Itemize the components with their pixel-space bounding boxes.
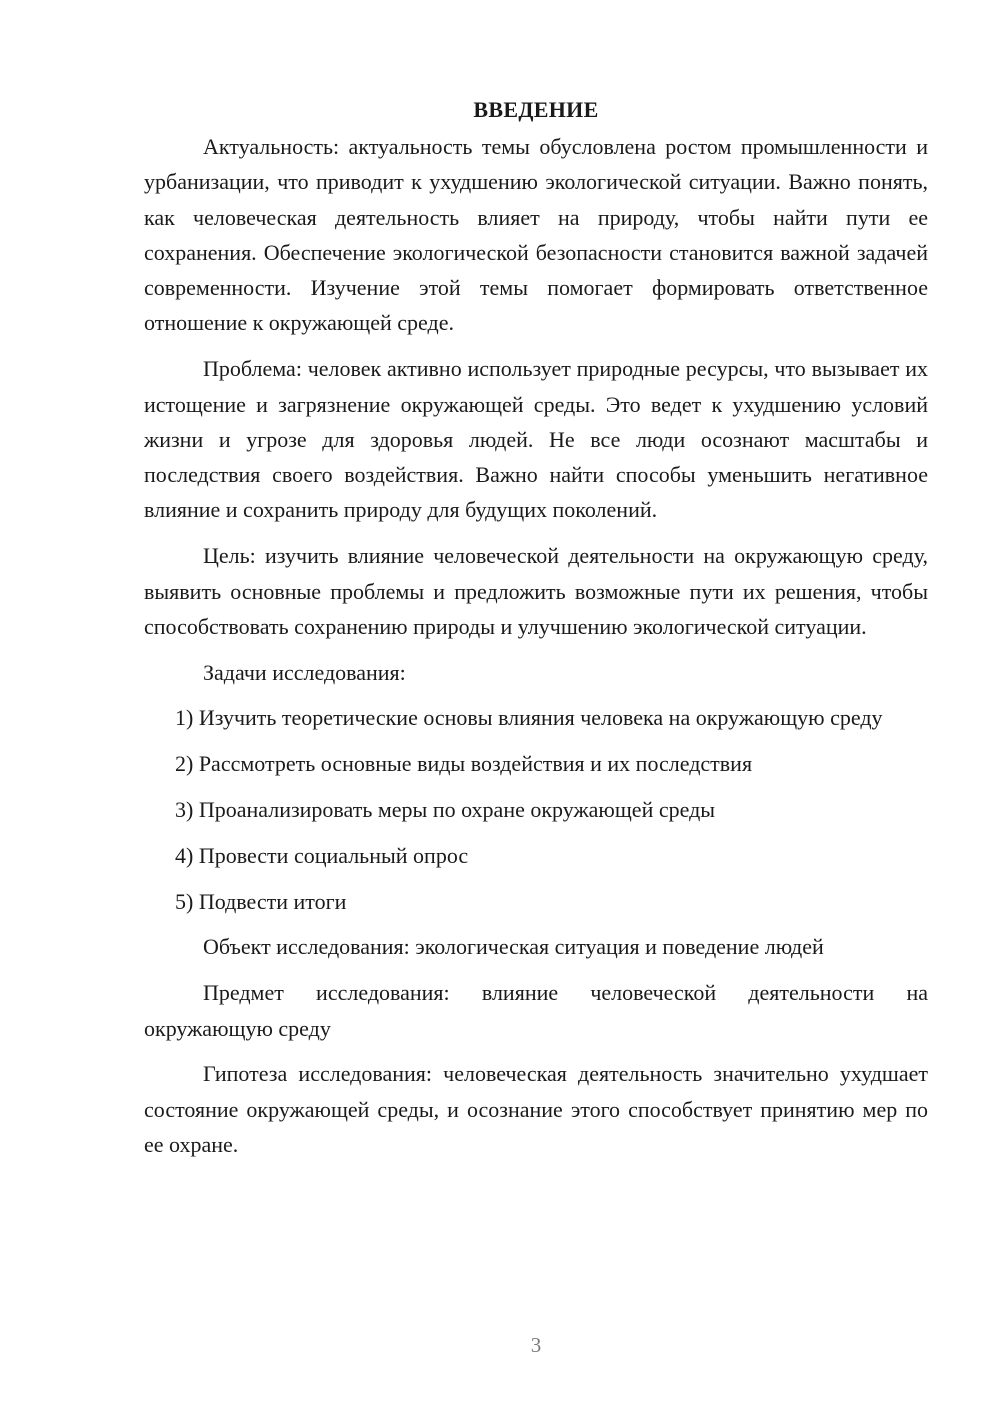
task-item: 3) Проанализировать меры по охране окружающей среды [175,797,716,823]
page-number: 3 [530,1333,542,1357]
task-item: 1) Изучить теоретические основы влияния человека на окружающую среду [175,705,883,731]
subject-paragraph: Предмет исследования: влияние человеческой деятельности на окружающую среду [144,980,928,1041]
object-paragraph: Объект исследования: экологическая ситуация и поведение людей [203,934,824,960]
task-item: 5) Подвести итоги [175,888,347,914]
goal-paragraph: Цель: изучить влияние человеческой деятельности на окружающую среду, выявить основные проблемы и предложить возможные пути их решения, чтобы способствовать сохранению природы и улучшению экологической ситуации. [144,543,928,639]
page-title: ВВЕДЕНИЕ [473,97,599,122]
problem-paragraph: Проблема: человек активно использует природные ресурсы, что вызывает их истощение и загрязнение окружающей среды. Это ведет к ухудшению условий жизни и угрозе для здоровья людей. Не все люди осознают масштабы и последствия своего воздействия. Важно найти способы уменьшить негативное влияние и сохранить природу для будущих поколений. [144,356,928,523]
relevance-paragraph: Актуальность: актуальность темы обусловлена ростом промышленности и урбанизации, что приводит к ухудшению экологической ситуации. Важно понять, как человеческая деятельность влияет на природу, чтобы найти пути ее сохранения. Обеспечение экологической безопасности становится важной задачей современности. Изучение этой темы помогает формировать ответственное отношение к окружающей среде. [144,134,928,336]
tasks-heading: Задачи исследования: [203,659,406,685]
document-page [144,92,928,1173]
task-item: 4) Провести социальный опрос [175,842,469,868]
hypothesis-paragraph: Гипотеза исследования: человеческая деятельность значительно ухудшает состояние окружающей среды, и осознание этого способствует принятию мер по ее охране. [144,1061,928,1157]
tasks-list [144,700,928,918]
task-item: 2) Рассмотреть основные виды воздействия и их последствия [175,751,753,777]
